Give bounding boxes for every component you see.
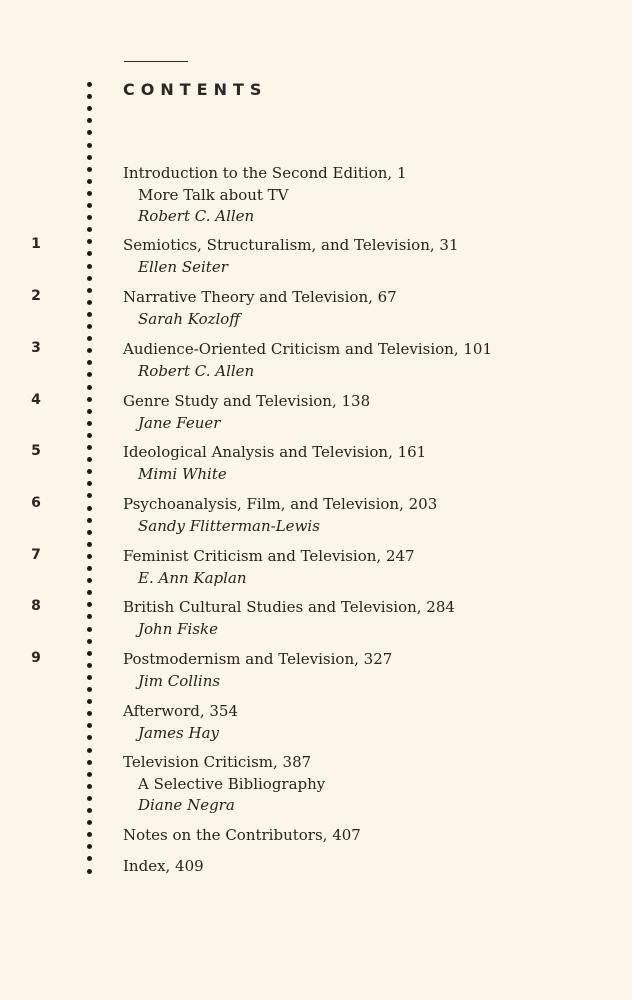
toc-entry-chapter-3[interactable] xyxy=(123,339,603,382)
toc-entry-index[interactable] xyxy=(123,856,603,878)
entry-title: Television Criticism, 387 xyxy=(123,753,312,771)
entry-author: Sarah Kozloff xyxy=(138,309,240,328)
toc-entry-chapter-9[interactable] xyxy=(123,649,603,692)
entry-author: E. Ann Kaplan xyxy=(138,568,247,587)
margin-dot xyxy=(87,445,92,450)
chapter-number: 7 xyxy=(31,547,41,563)
entry-author: Ellen Seiter xyxy=(138,257,228,276)
entry-title: Semiotics, Structuralism, and Television, 31 xyxy=(123,236,459,254)
margin-dot xyxy=(87,264,92,269)
margin-dot xyxy=(87,856,92,861)
entry-author: Jane Feuer xyxy=(138,413,221,432)
margin-dot xyxy=(87,385,92,390)
margin-dot xyxy=(87,239,92,244)
margin-dot xyxy=(87,469,92,474)
margin-dot xyxy=(87,118,92,123)
entry-author: Robert C. Allen xyxy=(138,361,255,380)
margin-dot xyxy=(87,251,92,256)
margin-dot xyxy=(87,191,92,196)
entry-author: John Fiske xyxy=(138,619,219,638)
margin-dot xyxy=(87,832,92,837)
margin-dot xyxy=(87,324,92,329)
entry-title: Afterword, 354 xyxy=(123,702,239,720)
margin-dot xyxy=(87,312,92,317)
margin-dot xyxy=(87,566,92,571)
entry-author: Mimi White xyxy=(138,464,227,483)
toc-entry-chapter-5[interactable] xyxy=(123,442,603,485)
entry-author: Sandy Flitterman-Lewis xyxy=(138,516,320,535)
margin-dot xyxy=(87,421,92,426)
toc-entry-bibliography[interactable] xyxy=(123,752,603,817)
margin-dot xyxy=(87,397,92,402)
margin-dot xyxy=(87,869,92,874)
entry-author: Robert C. Allen xyxy=(138,207,255,225)
dotted-margin-rule xyxy=(87,82,93,892)
margin-dot xyxy=(87,518,92,523)
entry-title: Audience-Oriented Criticism and Television, 101 xyxy=(123,340,493,358)
margin-dot xyxy=(87,300,92,305)
margin-dot xyxy=(87,130,92,135)
margin-dot xyxy=(87,687,92,692)
margin-dot xyxy=(87,360,92,365)
margin-dot xyxy=(87,542,92,547)
margin-dot xyxy=(87,530,92,535)
toc-entry-chapter-2[interactable] xyxy=(123,287,603,330)
margin-dot xyxy=(87,735,92,740)
margin-dot xyxy=(87,796,92,801)
margin-dot xyxy=(87,554,92,559)
entry-title: Introduction to the Second Edition, 1 xyxy=(123,164,407,182)
margin-dot xyxy=(87,94,92,99)
margin-dot xyxy=(87,179,92,184)
contents-heading: CONTENTS xyxy=(123,80,268,99)
toc-entry-chapter-7[interactable] xyxy=(123,546,603,589)
entry-subtitle: More Talk about TV xyxy=(138,185,289,204)
entry-title: Feminist Criticism and Television, 247 xyxy=(123,547,415,565)
chapter-number: 2 xyxy=(31,288,41,304)
toc-entry-afterword[interactable] xyxy=(123,701,603,744)
margin-dot xyxy=(87,106,92,111)
margin-dot xyxy=(87,772,92,777)
entry-title: Psychoanalysis, Film, and Television, 203 xyxy=(123,495,438,513)
margin-dot xyxy=(87,614,92,619)
margin-dot xyxy=(87,651,92,656)
margin-dot xyxy=(87,663,92,668)
entry-title: Index, 409 xyxy=(123,857,204,875)
chapter-number: 8 xyxy=(31,598,41,614)
margin-dot xyxy=(87,288,92,293)
toc-entry-chapter-4[interactable] xyxy=(123,391,603,434)
margin-dot xyxy=(87,493,92,498)
margin-dot xyxy=(87,227,92,232)
toc-entry-introduction[interactable] xyxy=(123,163,603,228)
margin-dot xyxy=(87,699,92,704)
margin-dot xyxy=(87,820,92,825)
margin-dot xyxy=(87,203,92,208)
margin-dot xyxy=(87,82,92,87)
toc-entry-chapter-8[interactable] xyxy=(123,597,603,640)
chapter-number: 5 xyxy=(31,443,41,459)
toc-entry-chapter-6[interactable] xyxy=(123,494,603,537)
margin-dot xyxy=(87,143,92,148)
margin-dot xyxy=(87,215,92,220)
entry-title: British Cultural Studies and Television, 284 xyxy=(123,598,455,616)
entry-title: Ideological Analysis and Television, 161 xyxy=(123,443,427,461)
chapter-number: 6 xyxy=(31,495,41,511)
entry-title: Genre Study and Television, 138 xyxy=(123,392,371,410)
margin-dot xyxy=(87,602,92,607)
margin-dot xyxy=(87,506,92,511)
chapter-number: 9 xyxy=(31,650,41,666)
toc-entry-chapter-1[interactable] xyxy=(123,235,603,278)
margin-dot xyxy=(87,578,92,583)
margin-dot xyxy=(87,760,92,765)
margin-dot xyxy=(87,372,92,377)
chapter-number: 1 xyxy=(31,236,41,252)
entry-title: Notes on the Contributors, 407 xyxy=(123,826,361,844)
margin-dot xyxy=(87,784,92,789)
entry-title: Postmodernism and Television, 327 xyxy=(123,650,393,668)
margin-dot xyxy=(87,748,92,753)
margin-dot xyxy=(87,711,92,716)
margin-dot xyxy=(87,639,92,644)
margin-dot xyxy=(87,808,92,813)
entry-subtitle: A Selective Bibliography xyxy=(138,774,326,793)
margin-dot xyxy=(87,590,92,595)
chapter-number: 4 xyxy=(31,392,41,408)
margin-dot xyxy=(87,409,92,414)
margin-dot xyxy=(87,348,92,353)
margin-dot xyxy=(87,627,92,632)
margin-dot xyxy=(87,723,92,728)
margin-dot xyxy=(87,433,92,438)
top-rule xyxy=(124,61,188,62)
margin-dot xyxy=(87,481,92,486)
margin-dot xyxy=(87,167,92,172)
chapter-number: 3 xyxy=(31,340,41,356)
entry-author: James Hay xyxy=(138,723,220,742)
margin-dot xyxy=(87,457,92,462)
entry-author: Jim Collins xyxy=(138,671,221,690)
entry-title: Narrative Theory and Television, 67 xyxy=(123,288,397,306)
margin-dot xyxy=(87,276,92,281)
toc-entry-contributors[interactable] xyxy=(123,825,603,847)
entry-author: Diane Negra xyxy=(138,796,235,814)
margin-dot xyxy=(87,155,92,160)
margin-dot xyxy=(87,844,92,849)
margin-dot xyxy=(87,336,92,341)
margin-dot xyxy=(87,675,92,680)
